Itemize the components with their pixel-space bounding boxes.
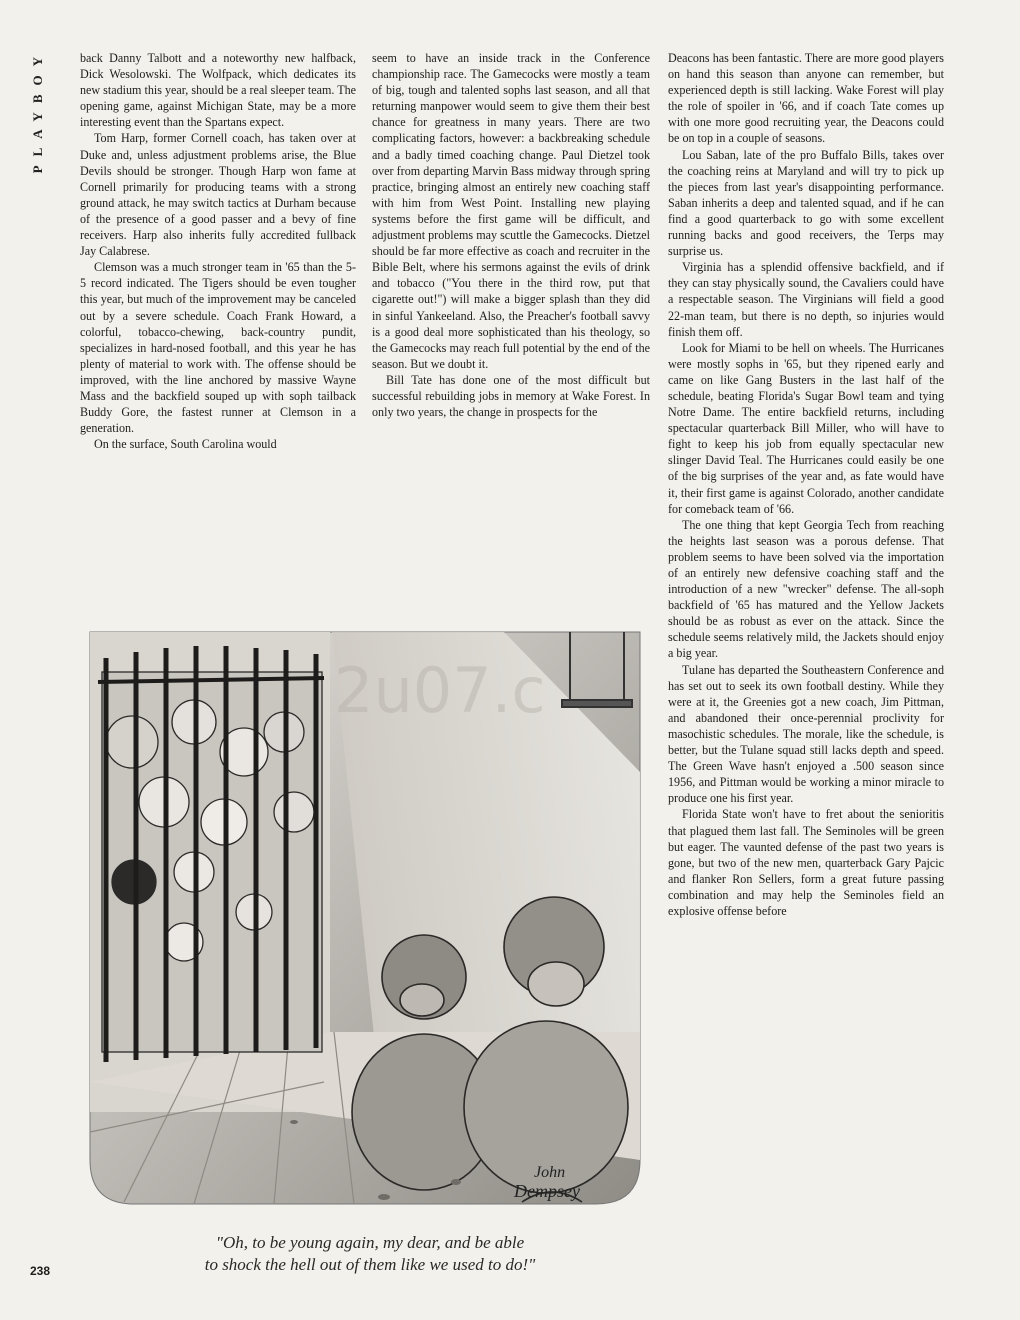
watermark-text: 2u07.c: [334, 654, 546, 727]
article-paragraph: seem to have an inside track in the Conference championship race. The Gamecocks were mostly a team of big, tough and talented sophs last season, and all that returning manpower would seem to give them their best chance for greatness in many years. There are two complicating factors, however: a backbreaking schedule and a badly timed coaching change. Paul Dietzel took over from departing Marvin Bass midway through spring practice, bringing almost an entirely new coaching staff with him from West Point. Installing new playing systems before the first game will be difficult, and adjustment problems may scuttle the Gamecocks. Dietzel should be far more effective as coach and recruiter in the Bible Belt, where his sermons against the evils of drink and tobacco ("You there in the third row, put that cigarette out!") will make a bigger splash than they did in sinful Yankeeland. Also, the Preacher's football savvy is a good deal more sophisticated than his theology, so the Gamecocks may reach full potential by the end of the season. But we doubt it.: [372, 51, 650, 371]
article-paragraph: The one thing that kept Georgia Tech from reaching the heights last season was a porous defense. That problem seems to have been solved via the importation of an entirely new defensive coaching staff and the introduction of a new "wrecker" defense. The all-soph backfield of '65 has matured and the Yellow Jackets should be as robust as ever on the attack. Since the schedule seems relatively mild, the Jackets should enjoy a big year.: [668, 517, 944, 661]
article-paragraph: Florida State won't have to fret about the senioritis that plagued them last fall. The Seminoles will be green but eager. The vaunted defense of the past two years is gone, but two of the new men, quarterback Gary Pajcic and flanker Ron Sellers, form a great future passing combination and may help the Seminoles field an explosive offense before: [668, 807, 944, 918]
cartoon-caption: [96, 1232, 644, 1276]
article-paragraph: Clemson was a much stronger team in '65 than the 5-5 record indicated. The Tigers should be even tougher this year, but much of the improvement may be canceled out by a severe schedule. Coach Frank Howard, a colorful, tobacco-chewing, back-country pundit, specializes in hard-nosed football, and this year he has plenty of material to work with. The offense should be improved, with the line anchored by massive Wayne Mass and the backfield souped up with soph tailback Buddy Gore, the fastest runner at Clemson in a generation.: [80, 260, 356, 436]
article-paragraph: Virginia has a splendid offensive backfield, and if they can stay physically sound, the Cavaliers could have a respectable season. The Virginians will field a good 22-man team, but there is no depth, so injuries would finish them off.: [668, 260, 944, 339]
article-column-1: [80, 50, 356, 595]
article-column-3: [668, 50, 944, 1290]
artist-signature: John: [534, 1164, 566, 1181]
article-paragraph: Look for Miami to be hell on wheels. The Hurricanes were mostly sophs in '65, but they ripened early and came on like Gang Busters in the last half of the schedule, beating Florida's Sugar Bowl team and tying Notre Dame. The entire backfield returns, including spectacular quarterback Bill Miller, who will have to fight to keep his job from equally spectacular new slinger David Teal. The Hurricanes could easily be one of the big surprises of the year and, as fate would have it, their first game is against Colorado, another candidate for comeback team of '66.: [668, 340, 944, 516]
article-paragraph: Bill Tate has done one of the most difficult but successful rebuilding jobs in memory at Wake Forest. In only two years, the change in prospects for the: [372, 372, 650, 420]
article-paragraph: Tulane has departed the Southeastern Conference and has set out to seek its own football destiny. While they were at it, the Greenies got a new coach, Jim Pittman, and abandoned their once-perennial proclivity for masochistic schedules. The morale, like the schedule, is better, but the Tulane squad still lacks depth and speed. The Green Wave hasn't enjoyed a .500 season since 1956, and Pittman would be working a minor miracle to produce one his first year.: [668, 662, 944, 806]
magazine-masthead: PLAYBOY: [30, 48, 45, 174]
caption-line-2: to shock the hell out of them like we used to do!": [204, 1255, 536, 1274]
article-paragraph: Tom Harp, former Cornell coach, has taken over at Duke and, unless adjustment problems arise, the Blue Devils should be stronger. Though Harp won fame at Cornell primarily for producing teams with a strong ground attack, he may switch tactics at Durham because of the presence of a good passer and a bevy of fine receivers. Harp also inherits fully accredited fullback Jay Calabrese.: [80, 131, 356, 259]
artist-signature-surname: Dempsey: [514, 1181, 580, 1201]
article-paragraph: back Danny Talbott and a noteworthy new halfback, Dick Wesolowski. The Wolfpack, which dedicates its new stadium this year, should be a real sleeper team. The opening game, against Michigan State, may be a more interesting event than the Spartans expect.: [80, 51, 356, 130]
article-paragraph: Deacons has been fantastic. There are more good players on hand this season than anyone can remember, but experienced depth is still lacking. Wake Forest will play the role of spoiler in '66, and if coach Tate comes up with one more good recruiting year, the Deacons could be on top in a couple of seasons.: [668, 51, 944, 146]
cartoon-illustration: [84, 612, 646, 1212]
caption-line-1: "Oh, to be young again, my dear, and be able: [215, 1233, 525, 1252]
article-column-2: [372, 50, 650, 595]
article-paragraph: Lou Saban, late of the pro Buffalo Bills, takes over the coaching reins at Maryland and will try to pick up the pieces from last year's disappointing performance. Saban inherits a deep and talented squad, and if he can find a good quarterback to go with some excellent running backs and good receivers, the Terps may surprise us.: [668, 147, 944, 259]
page-number: 238: [30, 1264, 51, 1278]
article-paragraph: On the surface, South Carolina would: [94, 437, 277, 452]
